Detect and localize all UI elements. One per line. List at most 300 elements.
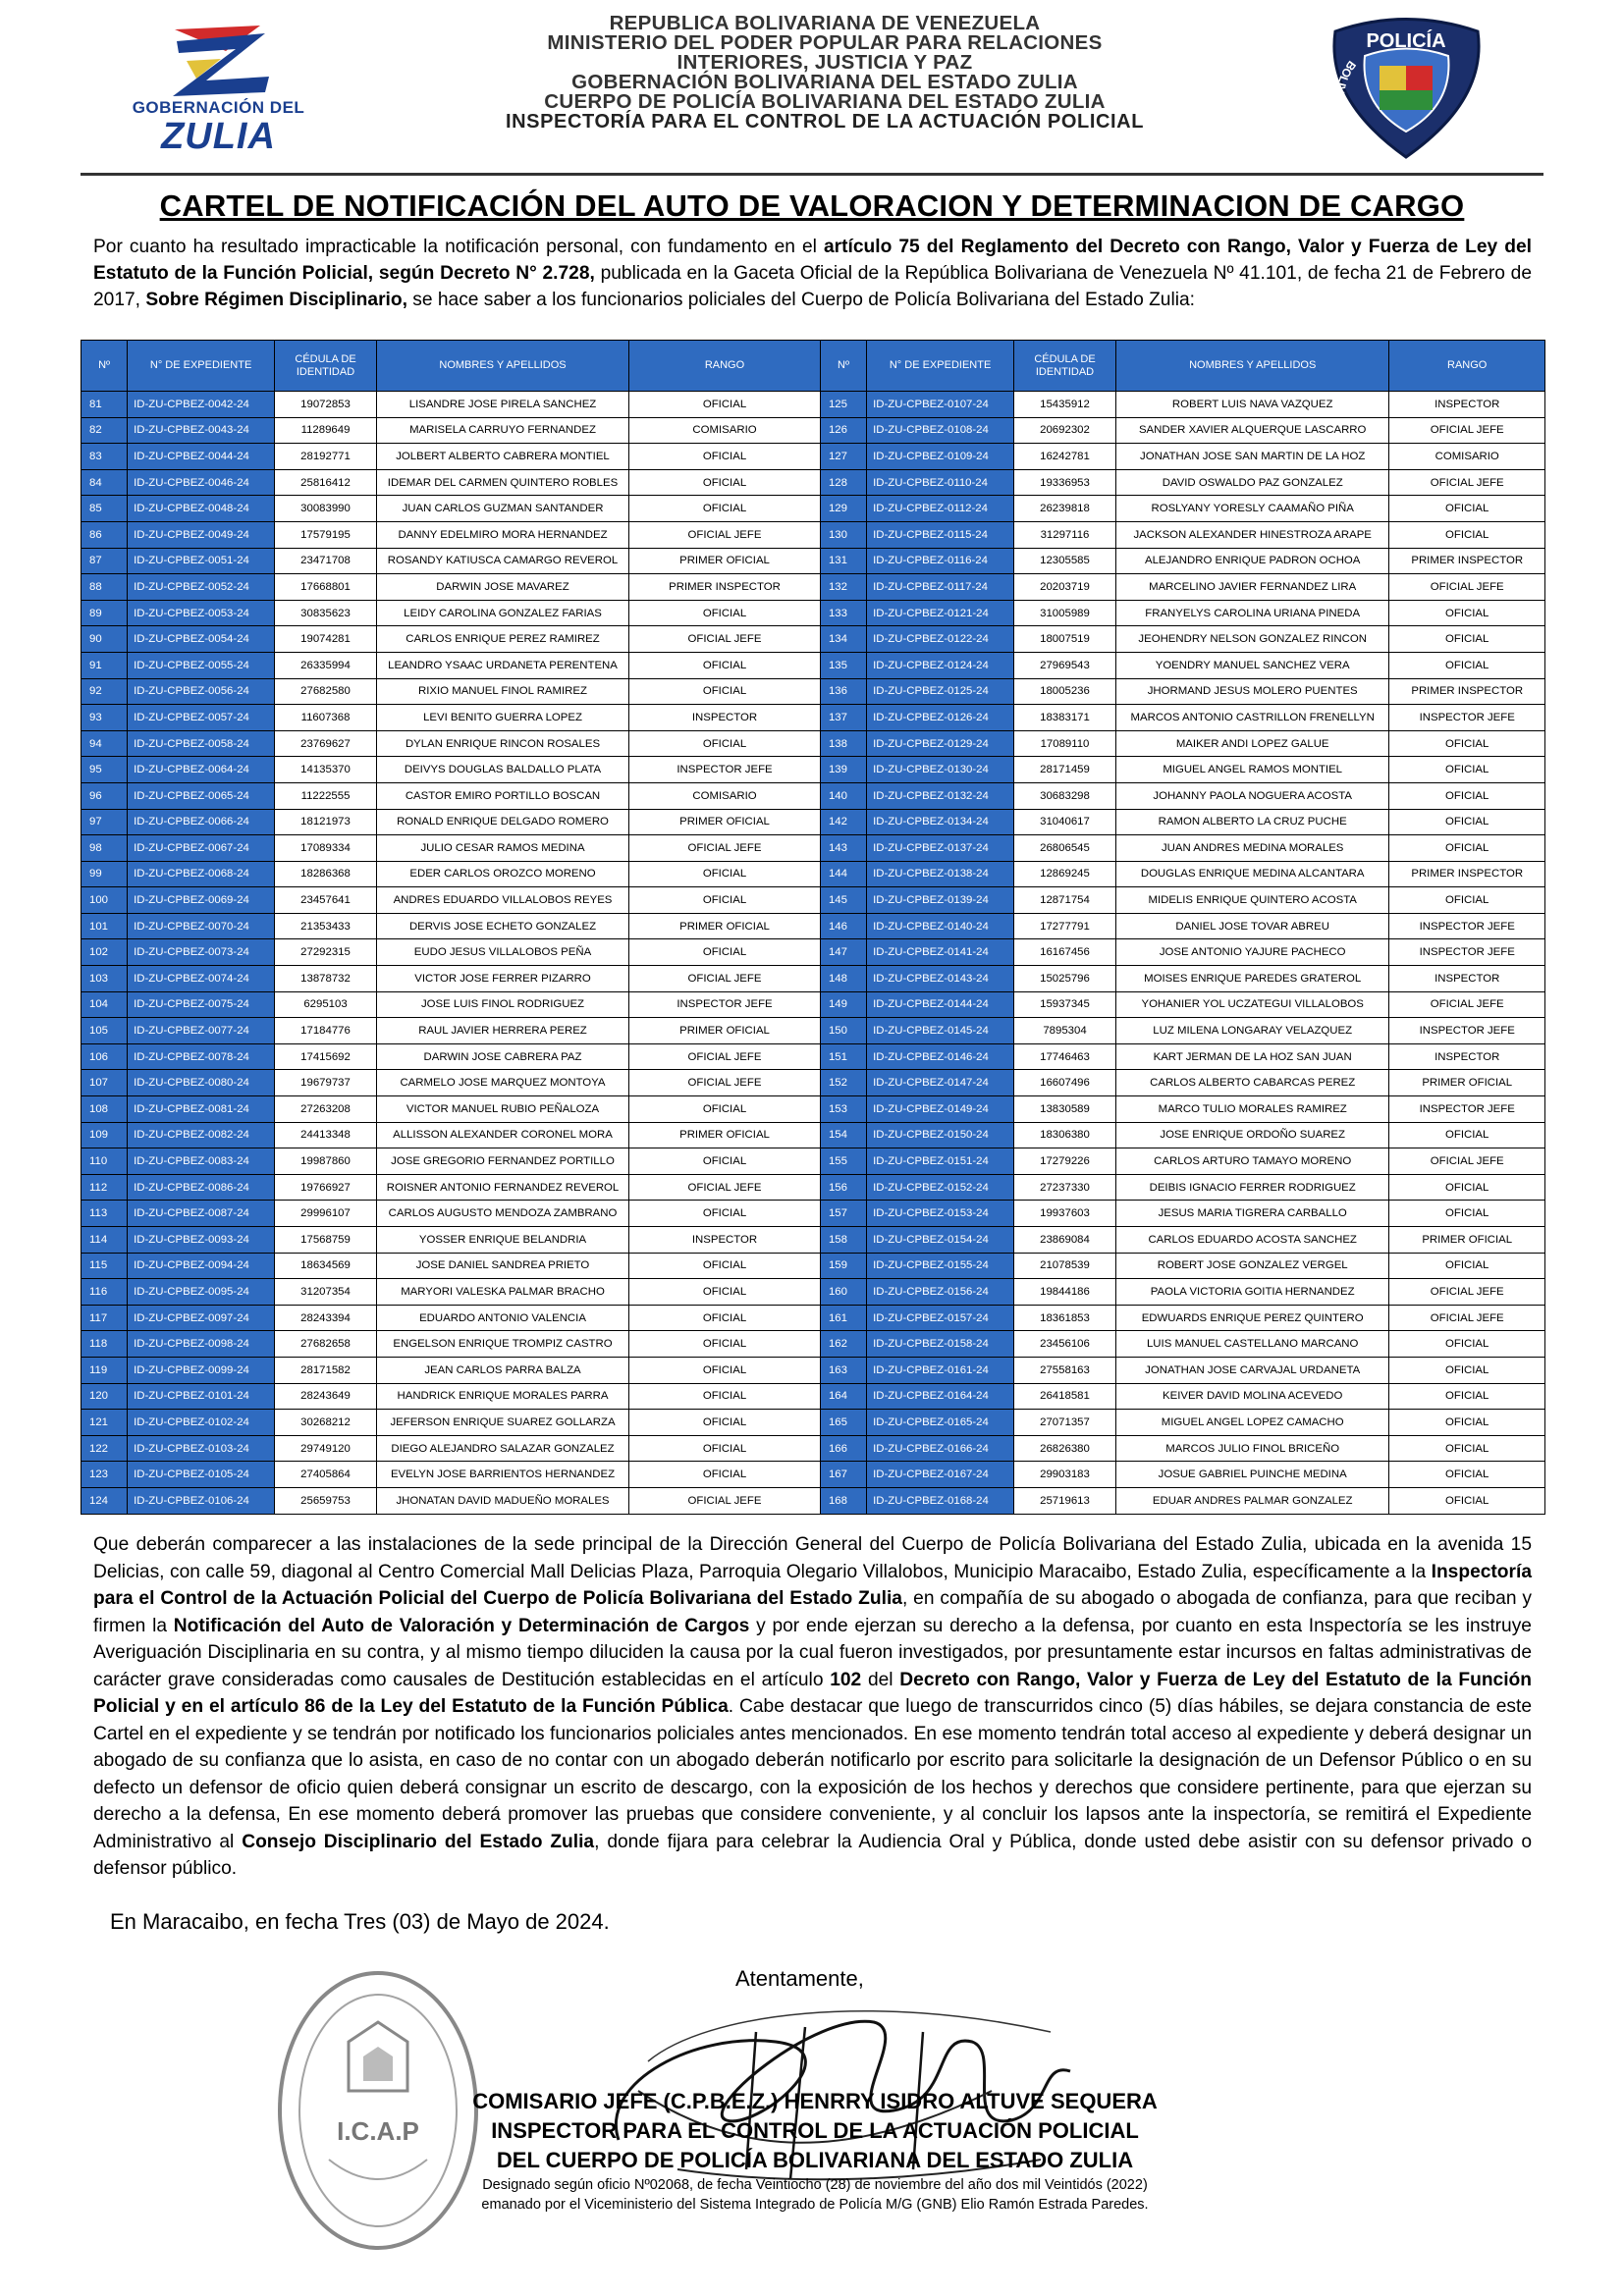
full-name-cell: JESUS MARIA TIGRERA CARBALLO <box>1115 1201 1388 1227</box>
rank-cell: OFICIAL <box>629 887 821 914</box>
id-number-cell: 17089334 <box>275 835 377 862</box>
row-number-cell: 91 <box>81 652 128 678</box>
table-row <box>81 521 1545 548</box>
rank-cell: OFICIAL <box>629 496 821 522</box>
full-name-cell: DEIBIS IGNACIO FERRER RODRIGUEZ <box>1115 1174 1388 1201</box>
case-number-cell: ID-ZU-CPBEZ-0108-24 <box>867 417 1014 444</box>
rank-cell: OFICIAL <box>629 730 821 757</box>
col-header: RANGO <box>1389 341 1545 392</box>
row-number-cell: 144 <box>820 861 866 887</box>
case-number-cell: ID-ZU-CPBEZ-0064-24 <box>128 757 275 783</box>
id-number-cell: 17668801 <box>275 574 377 601</box>
case-number-cell: ID-ZU-CPBEZ-0049-24 <box>128 521 275 548</box>
row-number-cell: 113 <box>81 1201 128 1227</box>
rank-cell: OFICIAL JEFE <box>629 1070 821 1096</box>
case-number-cell: ID-ZU-CPBEZ-0070-24 <box>128 913 275 939</box>
id-number-cell: 28171459 <box>1014 757 1116 783</box>
id-number-cell: 11222555 <box>275 782 377 809</box>
full-name-cell: MARCELINO JAVIER FERNANDEZ LIRA <box>1115 574 1388 601</box>
rank-cell: OFICIAL <box>629 1279 821 1306</box>
row-number-cell: 139 <box>820 757 866 783</box>
case-number-cell: ID-ZU-CPBEZ-0077-24 <box>128 1018 275 1044</box>
col-header: NOMBRES Y APELLIDOS <box>376 341 628 392</box>
case-number-cell: ID-ZU-CPBEZ-0101-24 <box>128 1383 275 1410</box>
policia-badge-icon <box>1321 12 1492 159</box>
full-name-cell: DEIVYS DOUGLAS BALDALLO PLATA <box>376 757 628 783</box>
case-number-cell: ID-ZU-CPBEZ-0146-24 <box>867 1043 1014 1070</box>
case-number-cell: ID-ZU-CPBEZ-0099-24 <box>128 1357 275 1383</box>
row-number-cell: 98 <box>81 835 128 862</box>
header-line: INSPECTORÍA PARA EL CONTROL DE LA ACTUACIÓN POLICIAL <box>505 111 1145 133</box>
table-row <box>81 1279 1545 1306</box>
id-number-cell: 26239818 <box>1014 496 1116 522</box>
full-name-cell: DARWIN JOSE CABRERA PAZ <box>376 1043 628 1070</box>
col-header: CÉDULA DE IDENTIDAD <box>275 341 377 392</box>
table-row <box>81 782 1545 809</box>
id-number-cell: 21078539 <box>1014 1253 1116 1279</box>
rank-cell: INSPECTOR JEFE <box>1389 1096 1545 1123</box>
row-number-cell: 104 <box>81 991 128 1018</box>
full-name-cell: JEFERSON ENRIQUE SUAREZ GOLLARZA <box>376 1410 628 1436</box>
table-row <box>81 757 1545 783</box>
rank-cell: INSPECTOR <box>1389 966 1545 992</box>
table-row <box>81 966 1545 992</box>
closing-text: Que deberán comparecer a las instalaciones de la sede principal de la Dirección General del Cuerpo de Policía Bolivariana del Estado Zulia, ubicada en la avenida 15 Delicias, con calle 59, diagonal al Centro Comercial Mall Delicias Plaza, Parroquia Olegario Villalobos, Municipio Maracaibo, Estado Zulia, específicamente a la <box>93 1534 1532 1582</box>
id-number-cell: 27071357 <box>1014 1410 1116 1436</box>
full-name-cell: VICTOR MANUEL RUBIO PEÑALOZA <box>376 1096 628 1123</box>
row-number-cell: 89 <box>81 600 128 626</box>
case-number-cell: ID-ZU-CPBEZ-0067-24 <box>128 835 275 862</box>
row-number-cell: 119 <box>81 1357 128 1383</box>
case-number-cell: ID-ZU-CPBEZ-0152-24 <box>867 1174 1014 1201</box>
rank-cell: PRIMER INSPECTOR <box>1389 548 1545 574</box>
case-number-cell: ID-ZU-CPBEZ-0157-24 <box>867 1305 1014 1331</box>
row-number-cell: 101 <box>81 913 128 939</box>
case-number-cell: ID-ZU-CPBEZ-0137-24 <box>867 835 1014 862</box>
id-number-cell: 23457641 <box>275 887 377 914</box>
table-row <box>81 991 1545 1018</box>
full-name-cell: ROSLYANY YORESLY CAAMAÑO PIÑA <box>1115 496 1388 522</box>
case-number-cell: ID-ZU-CPBEZ-0106-24 <box>128 1487 275 1514</box>
id-number-cell: 19987860 <box>275 1148 377 1175</box>
closing-bold: Notificación del Auto de Valoración y Determinación de Cargos <box>173 1615 750 1636</box>
full-name-cell: MARYORI VALESKA PALMAR BRACHO <box>376 1279 628 1306</box>
table-row <box>81 730 1545 757</box>
case-number-cell: ID-ZU-CPBEZ-0095-24 <box>128 1279 275 1306</box>
row-number-cell: 120 <box>81 1383 128 1410</box>
id-number-cell: 26806545 <box>1014 835 1116 862</box>
full-name-cell: MIGUEL ANGEL LOPEZ CAMACHO <box>1115 1410 1388 1436</box>
rank-cell: OFICIAL <box>1389 652 1545 678</box>
id-number-cell: 18007519 <box>1014 626 1116 653</box>
id-number-cell: 12869245 <box>1014 861 1116 887</box>
case-number-cell: ID-ZU-CPBEZ-0144-24 <box>867 991 1014 1018</box>
rank-cell: OFICIAL JEFE <box>1389 1279 1545 1306</box>
case-number-cell: ID-ZU-CPBEZ-0078-24 <box>128 1043 275 1070</box>
id-number-cell: 29749120 <box>275 1435 377 1462</box>
case-number-cell: ID-ZU-CPBEZ-0107-24 <box>867 392 1014 418</box>
table-row <box>81 1070 1545 1096</box>
full-name-cell: DYLAN ENRIQUE RINCON ROSALES <box>376 730 628 757</box>
id-number-cell: 31207354 <box>275 1279 377 1306</box>
full-name-cell: YOHANIER YOL UCZATEGUI VILLALOBOS <box>1115 991 1388 1018</box>
case-number-cell: ID-ZU-CPBEZ-0054-24 <box>128 626 275 653</box>
table-row <box>81 574 1545 601</box>
seal-text: I.C.A.P <box>337 2116 419 2146</box>
case-number-cell: ID-ZU-CPBEZ-0052-24 <box>128 574 275 601</box>
row-number-cell: 125 <box>820 392 866 418</box>
rank-cell: OFICIAL <box>1389 1331 1545 1358</box>
rank-cell: OFICIAL <box>629 392 821 418</box>
row-number-cell: 130 <box>820 521 866 548</box>
id-number-cell: 27682658 <box>275 1331 377 1358</box>
id-number-cell: 25816412 <box>275 469 377 496</box>
case-number-cell: ID-ZU-CPBEZ-0166-24 <box>867 1435 1014 1462</box>
id-number-cell: 18306380 <box>1014 1122 1116 1148</box>
rank-cell: PRIMER OFICIAL <box>629 809 821 835</box>
table-row <box>81 1383 1545 1410</box>
full-name-cell: JEAN CARLOS PARRA BALZA <box>376 1357 628 1383</box>
closing-text: . Cabe destacar que luego de transcurridos cinco (5) días hábiles, se dejara constancia de este Cartel en el expediente y se tendrán por notificado los funcionarios policiales antes mencionados. En ese momento tendrán total acceso al expediente y deberá designar un abogado de su confianza que lo asista, en caso de no contar con un abogado deberán notificarlo por escrito para solicitarle la designación de un Defensor Público o en su defecto un defensor de oficio quien deberá consignar un escrito de descargo, con la exposición de los hechos y derechos que considere pertinente, para que ejerzan su derecho a la defensa, En ese momento deberá promover las pruebas que considere conveniente, y al concluir los lapsos ante la inspectoría, se remitirá el Expediente Administrativo al <box>93 1696 1532 1852</box>
id-number-cell: 13830589 <box>1014 1096 1116 1123</box>
full-name-cell: MAIKER ANDI LOPEZ GALUE <box>1115 730 1388 757</box>
case-number-cell: ID-ZU-CPBEZ-0167-24 <box>867 1462 1014 1488</box>
row-number-cell: 115 <box>81 1253 128 1279</box>
gobernacion-zulia-logo <box>113 22 324 157</box>
case-number-cell: ID-ZU-CPBEZ-0043-24 <box>128 417 275 444</box>
row-number-cell: 136 <box>820 678 866 705</box>
rank-cell: OFICIAL <box>629 600 821 626</box>
full-name-cell: CARMELO JOSE MARQUEZ MONTOYA <box>376 1070 628 1096</box>
document-date: En Maracaibo, en fecha Tres (03) de Mayo de 2024. <box>110 1909 610 1934</box>
full-name-cell: DARWIN JOSE MAVAREZ <box>376 574 628 601</box>
table-row <box>81 835 1545 862</box>
closing-text: del <box>861 1669 900 1690</box>
full-name-cell: CARLOS EDUARDO ACOSTA SANCHEZ <box>1115 1227 1388 1254</box>
full-name-cell: CASTOR EMIRO PORTILLO BOSCAN <box>376 782 628 809</box>
rank-cell: INSPECTOR JEFE <box>1389 1018 1545 1044</box>
case-number-cell: ID-ZU-CPBEZ-0065-24 <box>128 782 275 809</box>
case-number-cell: ID-ZU-CPBEZ-0121-24 <box>867 600 1014 626</box>
intro-bold: artículo 75 del Reglamento del Decreto con Rango, Valor y Fuerza de Ley del Estatuto de la Función Policial, según Decreto N° 2.728, <box>93 237 1532 284</box>
id-number-cell: 31005989 <box>1014 600 1116 626</box>
row-number-cell: 123 <box>81 1462 128 1488</box>
full-name-cell: MIGUEL ANGEL RAMOS MONTIEL <box>1115 757 1388 783</box>
table-row <box>81 1435 1545 1462</box>
full-name-cell: JUAN CARLOS GUZMAN SANTANDER <box>376 496 628 522</box>
col-header: N° DE EXPEDIENTE <box>128 341 275 392</box>
id-number-cell: 15025796 <box>1014 966 1116 992</box>
full-name-cell: RAMON ALBERTO LA CRUZ PUCHE <box>1115 809 1388 835</box>
row-number-cell: 140 <box>820 782 866 809</box>
rank-cell: OFICIAL <box>629 1462 821 1488</box>
id-number-cell: 18361853 <box>1014 1305 1116 1331</box>
id-number-cell: 27969543 <box>1014 652 1116 678</box>
full-name-cell: EDER CARLOS OROZCO MORENO <box>376 861 628 887</box>
id-number-cell: 27405864 <box>275 1462 377 1488</box>
full-name-cell: EDUAR ANDRES PALMAR GONZALEZ <box>1115 1487 1388 1514</box>
intro-paragraph <box>93 234 1532 313</box>
intro-bold: Sobre Régimen Disciplinario, <box>145 290 407 310</box>
row-number-cell: 147 <box>820 939 866 966</box>
id-number-cell: 27263208 <box>275 1096 377 1123</box>
id-number-cell: 28192771 <box>275 444 377 470</box>
table-row <box>81 626 1545 653</box>
full-name-cell: ROBERT LUIS NAVA VAZQUEZ <box>1115 392 1388 418</box>
rank-cell: OFICIAL <box>1389 782 1545 809</box>
row-number-cell: 168 <box>820 1487 866 1514</box>
full-name-cell: JOLBERT ALBERTO CABRERA MONTIEL <box>376 444 628 470</box>
full-name-cell: CARLOS ALBERTO CABARCAS PEREZ <box>1115 1070 1388 1096</box>
row-number-cell: 149 <box>820 991 866 1018</box>
case-number-cell: ID-ZU-CPBEZ-0161-24 <box>867 1357 1014 1383</box>
full-name-cell: CARLOS ENRIQUE PEREZ RAMIREZ <box>376 626 628 653</box>
id-number-cell: 31297116 <box>1014 521 1116 548</box>
full-name-cell: DANIEL JOSE TOVAR ABREU <box>1115 913 1388 939</box>
rank-cell: OFICIAL JEFE <box>629 1174 821 1201</box>
id-number-cell: 28243394 <box>275 1305 377 1331</box>
id-number-cell: 20203719 <box>1014 574 1116 601</box>
full-name-cell: JEOHENDRY NELSON GONZALEZ RINCON <box>1115 626 1388 653</box>
rank-cell: OFICIAL <box>1389 626 1545 653</box>
row-number-cell: 164 <box>820 1383 866 1410</box>
officers-table <box>81 340 1545 1515</box>
case-number-cell: ID-ZU-CPBEZ-0046-24 <box>128 469 275 496</box>
row-number-cell: 158 <box>820 1227 866 1254</box>
case-number-cell: ID-ZU-CPBEZ-0081-24 <box>128 1096 275 1123</box>
id-number-cell: 12871754 <box>1014 887 1116 914</box>
id-number-cell: 17279226 <box>1014 1148 1116 1175</box>
id-number-cell: 17184776 <box>275 1018 377 1044</box>
rank-cell: OFICIAL <box>629 939 821 966</box>
table-row <box>81 1305 1545 1331</box>
table-row <box>81 600 1545 626</box>
table-body <box>81 392 1545 1515</box>
id-number-cell: 29996107 <box>275 1201 377 1227</box>
badge-top-text: POLICÍA <box>1366 30 1446 52</box>
table-row <box>81 1018 1545 1044</box>
row-number-cell: 118 <box>81 1331 128 1358</box>
case-number-cell: ID-ZU-CPBEZ-0116-24 <box>867 548 1014 574</box>
case-number-cell: ID-ZU-CPBEZ-0056-24 <box>128 678 275 705</box>
full-name-cell: MARCOS JULIO FINOL BRICEÑO <box>1115 1435 1388 1462</box>
full-name-cell: ALLISSON ALEXANDER CORONEL MORA <box>376 1122 628 1148</box>
id-number-cell: 16607496 <box>1014 1070 1116 1096</box>
table-row <box>81 548 1545 574</box>
row-number-cell: 135 <box>820 652 866 678</box>
case-number-cell: ID-ZU-CPBEZ-0156-24 <box>867 1279 1014 1306</box>
case-number-cell: ID-ZU-CPBEZ-0164-24 <box>867 1383 1014 1410</box>
rank-cell: OFICIAL JEFE <box>1389 1148 1545 1175</box>
header-divider <box>81 173 1543 176</box>
closing-text: , donde fijara para celebrar la Audiencia Oral y Pública, donde usted debe asistir con su defensor privado o defensor público. <box>93 1831 1532 1879</box>
full-name-cell: YOENDRY MANUEL SANCHEZ VERA <box>1115 652 1388 678</box>
id-number-cell: 27237330 <box>1014 1174 1116 1201</box>
rank-cell: OFICIAL <box>1389 600 1545 626</box>
full-name-cell: JOSE DANIEL SANDREA PRIETO <box>376 1253 628 1279</box>
rank-cell: OFICIAL <box>1389 496 1545 522</box>
id-number-cell: 26826380 <box>1014 1435 1116 1462</box>
case-number-cell: ID-ZU-CPBEZ-0073-24 <box>128 939 275 966</box>
id-number-cell: 23456106 <box>1014 1331 1116 1358</box>
row-number-cell: 150 <box>820 1018 866 1044</box>
rank-cell: OFICIAL <box>1389 809 1545 835</box>
rank-cell: OFICIAL <box>1389 1253 1545 1279</box>
case-number-cell: ID-ZU-CPBEZ-0058-24 <box>128 730 275 757</box>
case-number-cell: ID-ZU-CPBEZ-0150-24 <box>867 1122 1014 1148</box>
id-number-cell: 15937345 <box>1014 991 1116 1018</box>
id-number-cell: 15435912 <box>1014 392 1116 418</box>
full-name-cell: MIDELIS ENRIQUE QUINTERO ACOSTA <box>1115 887 1388 914</box>
full-name-cell: KEIVER DAVID MOLINA ACEVEDO <box>1115 1383 1388 1410</box>
full-name-cell: RAUL JAVIER HERRERA PEREZ <box>376 1018 628 1044</box>
id-number-cell: 31040617 <box>1014 809 1116 835</box>
signatory-block <box>383 2087 1247 2215</box>
col-header: CÉDULA DE IDENTIDAD <box>1014 341 1116 392</box>
header-line: MINISTERIO DEL PODER POPULAR PARA RELACIONES <box>547 31 1103 54</box>
table-row <box>81 678 1545 705</box>
rank-cell: OFICIAL <box>1389 1462 1545 1488</box>
row-number-cell: 132 <box>820 574 866 601</box>
id-number-cell: 27558163 <box>1014 1357 1116 1383</box>
case-number-cell: ID-ZU-CPBEZ-0087-24 <box>128 1201 275 1227</box>
rank-cell: OFICIAL <box>1389 1435 1545 1462</box>
case-number-cell: ID-ZU-CPBEZ-0044-24 <box>128 444 275 470</box>
table-row <box>81 652 1545 678</box>
rank-cell: OFICIAL <box>1389 1383 1545 1410</box>
case-number-cell: ID-ZU-CPBEZ-0165-24 <box>867 1410 1014 1436</box>
rank-cell: OFICIAL <box>629 1201 821 1227</box>
id-number-cell: 28171582 <box>275 1357 377 1383</box>
table-row <box>81 1331 1545 1358</box>
row-number-cell: 99 <box>81 861 128 887</box>
closing-bold: Consejo Disciplinario del Estado Zulia <box>242 1831 595 1852</box>
rank-cell: OFICIAL <box>1389 887 1545 914</box>
rank-cell: INSPECTOR JEFE <box>1389 705 1545 731</box>
rank-cell: OFICIAL <box>629 1357 821 1383</box>
row-number-cell: 142 <box>820 809 866 835</box>
rank-cell: INSPECTOR <box>1389 1043 1545 1070</box>
table-row <box>81 469 1545 496</box>
id-number-cell: 30683298 <box>1014 782 1116 809</box>
row-number-cell: 122 <box>81 1435 128 1462</box>
rank-cell: OFICIAL JEFE <box>1389 1305 1545 1331</box>
closing-bold: Inspectoría para el Control de la Actuación Policial del Cuerpo de Policía Bolivariana del Estado Zulia <box>93 1561 1532 1609</box>
rank-cell: OFICIAL JEFE <box>629 626 821 653</box>
rank-cell: OFICIAL <box>1389 1122 1545 1148</box>
full-name-cell: LEVI BENITO GUERRA LOPEZ <box>376 705 628 731</box>
id-number-cell: 18121973 <box>275 809 377 835</box>
full-name-cell: JACKSON ALEXANDER HINESTROZA ARAPE <box>1115 521 1388 548</box>
rank-cell: OFICIAL <box>1389 1174 1545 1201</box>
row-number-cell: 161 <box>820 1305 866 1331</box>
closing-bold: 102 <box>830 1669 862 1690</box>
rank-cell: OFICIAL JEFE <box>1389 991 1545 1018</box>
rank-cell: OFICIAL JEFE <box>1389 469 1545 496</box>
case-number-cell: ID-ZU-CPBEZ-0138-24 <box>867 861 1014 887</box>
full-name-cell: LUZ MILENA LONGARAY VELAZQUEZ <box>1115 1018 1388 1044</box>
full-name-cell: LEANDRO YSAAC URDANETA PERENTENA <box>376 652 628 678</box>
id-number-cell: 19937603 <box>1014 1201 1116 1227</box>
case-number-cell: ID-ZU-CPBEZ-0134-24 <box>867 809 1014 835</box>
id-number-cell: 25719613 <box>1014 1487 1116 1514</box>
table-row <box>81 913 1545 939</box>
row-number-cell: 162 <box>820 1331 866 1358</box>
rank-cell: PRIMER INSPECTOR <box>1389 861 1545 887</box>
id-number-cell: 6295103 <box>275 991 377 1018</box>
rank-cell: OFICIAL <box>1389 757 1545 783</box>
signatory-title: INSPECTOR PARA EL CONTROL DE LA ACTUACIÓN POLICIAL <box>491 2118 1139 2143</box>
table-row <box>81 1201 1545 1227</box>
rank-cell: OFICIAL <box>629 678 821 705</box>
full-name-cell: RIXIO MANUEL FINOL RAMIREZ <box>376 678 628 705</box>
case-number-cell: ID-ZU-CPBEZ-0109-24 <box>867 444 1014 470</box>
full-name-cell: DOUGLAS ENRIQUE MEDINA ALCANTARA <box>1115 861 1388 887</box>
id-number-cell: 19074281 <box>275 626 377 653</box>
full-name-cell: JOHANNY PAOLA NOGUERA ACOSTA <box>1115 782 1388 809</box>
table-row <box>81 887 1545 914</box>
case-number-cell: ID-ZU-CPBEZ-0086-24 <box>128 1174 275 1201</box>
logo-line1: GOBERNACIÓN DEL <box>132 98 305 117</box>
id-number-cell: 30835623 <box>275 600 377 626</box>
case-number-cell: ID-ZU-CPBEZ-0153-24 <box>867 1201 1014 1227</box>
table-row <box>81 1253 1545 1279</box>
id-number-cell: 16242781 <box>1014 444 1116 470</box>
case-number-cell: ID-ZU-CPBEZ-0093-24 <box>128 1227 275 1254</box>
row-number-cell: 95 <box>81 757 128 783</box>
header-line: CUERPO DE POLICÍA BOLIVARIANA DEL ESTADO ZULIA <box>544 90 1106 113</box>
row-number-cell: 90 <box>81 626 128 653</box>
case-number-cell: ID-ZU-CPBEZ-0112-24 <box>867 496 1014 522</box>
id-number-cell: 17746463 <box>1014 1043 1116 1070</box>
zulia-z-logo-icon <box>167 22 275 98</box>
rank-cell: INSPECTOR <box>629 1227 821 1254</box>
table-row <box>81 1096 1545 1123</box>
table-row <box>81 705 1545 731</box>
row-number-cell: 105 <box>81 1018 128 1044</box>
case-number-cell: ID-ZU-CPBEZ-0158-24 <box>867 1331 1014 1358</box>
id-number-cell: 20692302 <box>1014 417 1116 444</box>
row-number-cell: 145 <box>820 887 866 914</box>
row-number-cell: 110 <box>81 1148 128 1175</box>
id-number-cell: 19844186 <box>1014 1279 1116 1306</box>
full-name-cell: HANDRICK ENRIQUE MORALES PARRA <box>376 1383 628 1410</box>
case-number-cell: ID-ZU-CPBEZ-0151-24 <box>867 1148 1014 1175</box>
rank-cell: OFICIAL JEFE <box>629 1043 821 1070</box>
case-number-cell: ID-ZU-CPBEZ-0110-24 <box>867 469 1014 496</box>
row-number-cell: 107 <box>81 1070 128 1096</box>
rank-cell: OFICIAL <box>629 1253 821 1279</box>
case-number-cell: ID-ZU-CPBEZ-0155-24 <box>867 1253 1014 1279</box>
row-number-cell: 133 <box>820 600 866 626</box>
rank-cell: OFICIAL JEFE <box>629 1487 821 1514</box>
case-number-cell: ID-ZU-CPBEZ-0074-24 <box>128 966 275 992</box>
row-number-cell: 97 <box>81 809 128 835</box>
rank-cell: OFICIAL <box>629 1435 821 1462</box>
id-number-cell: 30083990 <box>275 496 377 522</box>
row-number-cell: 128 <box>820 469 866 496</box>
id-number-cell: 27682580 <box>275 678 377 705</box>
document-title: CARTEL DE NOTIFICACIÓN DEL AUTO DE VALORACION Y DETERMINACION DE CARGO <box>159 188 1465 223</box>
case-number-cell: ID-ZU-CPBEZ-0069-24 <box>128 887 275 914</box>
rank-cell: OFICIAL <box>629 1148 821 1175</box>
row-number-cell: 96 <box>81 782 128 809</box>
row-number-cell: 155 <box>820 1148 866 1175</box>
full-name-cell: EVELYN JOSE BARRIENTOS HERNANDEZ <box>376 1462 628 1488</box>
table-row <box>81 939 1545 966</box>
rank-cell: COMISARIO <box>1389 444 1545 470</box>
row-number-cell: 160 <box>820 1279 866 1306</box>
